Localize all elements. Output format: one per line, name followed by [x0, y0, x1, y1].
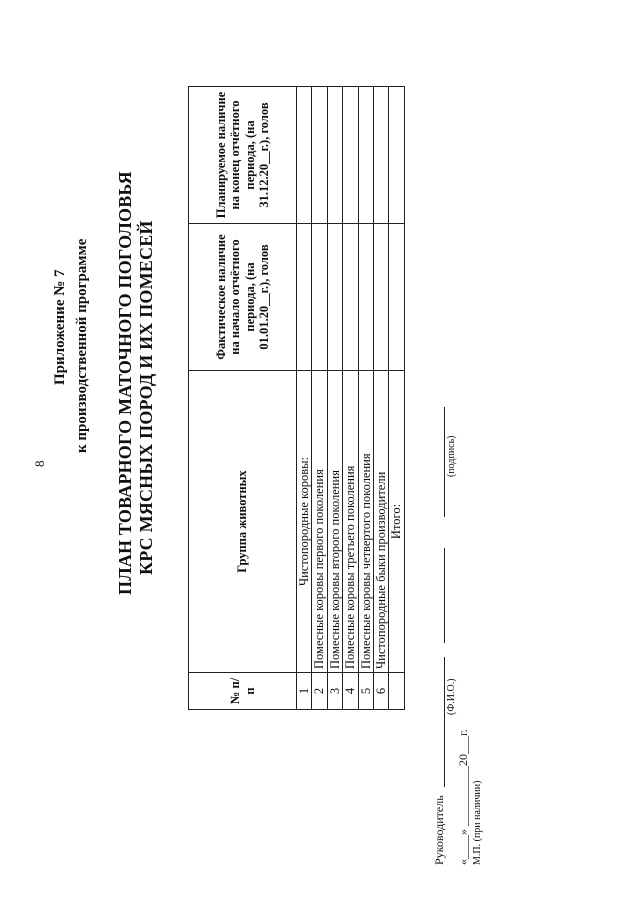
row-actual-cell[interactable]	[312, 224, 327, 371]
row-num: 1	[297, 673, 312, 710]
row-num: 5	[358, 673, 373, 710]
livestock-plan-table	[188, 86, 405, 710]
row-num: 4	[343, 673, 358, 710]
row-group: Помесные коровы третьего поколения	[343, 371, 358, 673]
table-total-row	[389, 87, 404, 710]
appendix-number: Приложение № 7	[52, 269, 68, 385]
appendix-subtitle: к производственной программе	[74, 238, 90, 453]
row-planned-cell[interactable]	[312, 87, 327, 224]
table-row	[358, 87, 373, 710]
fio-line[interactable]	[444, 548, 445, 643]
row-planned-cell[interactable]	[327, 87, 342, 224]
row-actual-cell[interactable]	[358, 224, 373, 371]
row-actual-cell[interactable]	[327, 224, 342, 371]
row-group: Помесные коровы четвертого поколения	[358, 371, 373, 673]
row-num: 6	[373, 673, 388, 710]
row-group: Помесные коровы второго поколения	[327, 371, 342, 673]
date-line[interactable]: «____» __________20___г.	[456, 729, 470, 865]
document-subtitle: КРС МЯСНЫХ ПОРОД И ИХ ПОМЕСЕЙ	[136, 220, 156, 575]
table-row	[327, 87, 342, 710]
head-name-line[interactable]	[444, 657, 445, 787]
header-planned: Планируемое наличие на конец отчётного периода, (на 31.12.20__г.), голов	[189, 87, 297, 224]
document-title: ПЛАН ТОВАРНОГО МАТОЧНОГО ПОГОЛОВЬЯ	[115, 171, 135, 595]
total-planned-cell[interactable]	[389, 87, 404, 224]
signature-caption: (подпись)	[446, 435, 457, 477]
row-actual-cell[interactable]	[297, 224, 312, 371]
header-actual: Фактическое наличие на начало отчётного периода, (на 01.01.20__г.), голов	[189, 224, 297, 371]
table-row	[373, 87, 388, 710]
table-row	[297, 87, 312, 710]
table-row	[312, 87, 327, 710]
row-group: Чистопородные быки производители	[373, 371, 388, 673]
row-group: Чистопородные коровы:	[297, 371, 312, 673]
signature-line[interactable]	[444, 407, 445, 517]
total-actual-cell[interactable]	[389, 224, 404, 371]
row-group: Помесные коровы первого поколения	[312, 371, 327, 673]
row-actual-cell[interactable]	[373, 224, 388, 371]
header-group: Группа животных	[189, 371, 297, 673]
row-actual-cell[interactable]	[343, 224, 358, 371]
head-label: Руководитель	[432, 795, 446, 865]
row-planned-cell[interactable]	[297, 87, 312, 224]
row-planned-cell[interactable]	[358, 87, 373, 224]
total-label: Итого:	[389, 371, 404, 673]
row-planned-cell[interactable]	[373, 87, 388, 224]
stamp-label: М.П. (при наличии)	[472, 780, 483, 865]
total-num-cell	[389, 673, 404, 710]
header-num: № п/п	[189, 673, 297, 710]
table-header-row	[189, 87, 297, 710]
table-row	[343, 87, 358, 710]
row-num: 2	[312, 673, 327, 710]
row-num: 3	[327, 673, 342, 710]
page-number: 8	[32, 460, 47, 467]
row-planned-cell[interactable]	[343, 87, 358, 224]
fio-caption: (Ф.И.О.)	[446, 678, 457, 715]
